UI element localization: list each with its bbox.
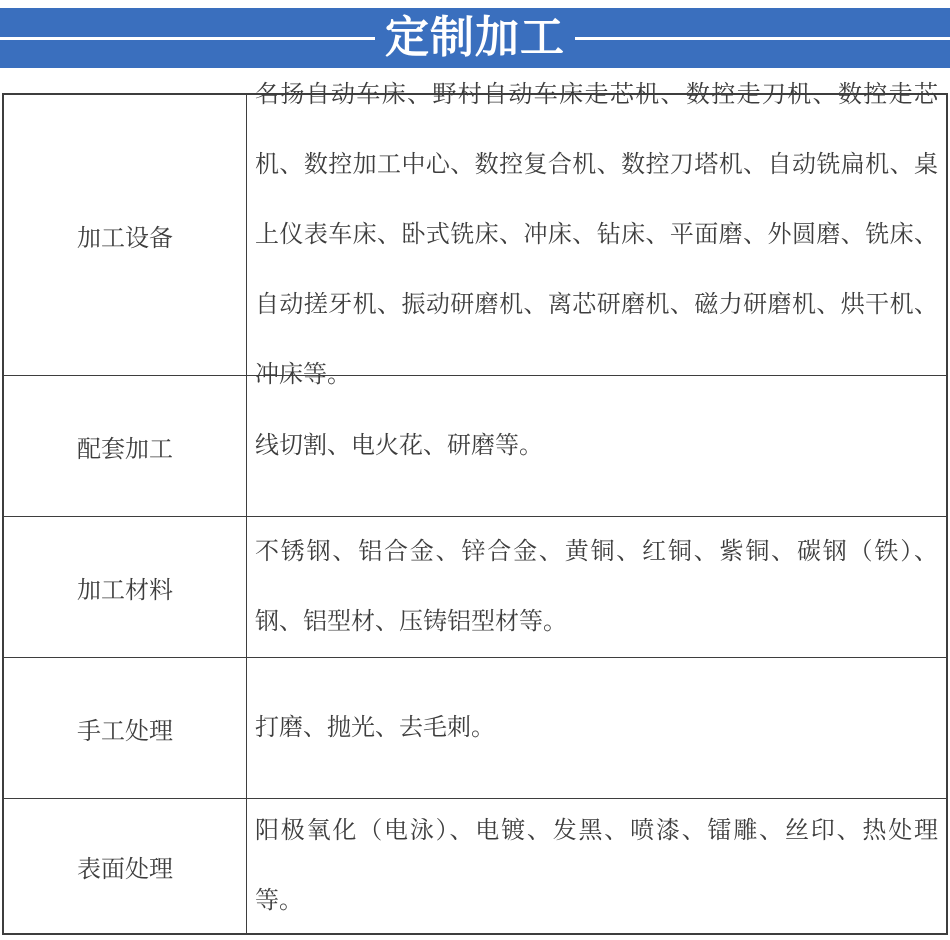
page-title: 定制加工 <box>385 13 565 62</box>
row-label: 表面处理 <box>4 799 247 933</box>
row-label: 手工处理 <box>4 658 247 798</box>
spec-table <box>2 81 948 935</box>
table-row-processing-materials <box>4 516 946 657</box>
table-row-manual-processing <box>4 657 946 798</box>
title-rule-left <box>0 37 375 40</box>
title-rule-right <box>575 37 950 40</box>
row-content-cell <box>247 658 946 798</box>
row-content: 名扬自动车床、野村自动车床走芯机、数控走刀机、数控走芯机、数控加工中心、数控复合机、数控刀塔机、自动铣扁机、桌上仪表车床、卧式铣床、冲床、钻床、平面磨、外圆磨、铣床、自动搓牙机、振动研磨机、离芯研磨机、磁力研磨机、烘干机、冲床等。 <box>255 81 938 388</box>
table-row-supporting-processing <box>4 375 946 516</box>
row-label: 加工材料 <box>4 517 247 657</box>
row-content: 阳极氧化（电泳）、电镀、发黑、喷漆、镭雕、丝印、热处理等。 <box>255 817 938 914</box>
row-content-cell <box>247 376 946 516</box>
row-content-cell <box>247 517 946 657</box>
row-content: 不锈钢、铝合金、锌合金、黄铜、红铜、紫铜、碳钢（铁）、钢、铝型材、压铸铝型材等。 <box>255 538 938 635</box>
row-label: 加工设备 <box>4 95 247 375</box>
row-label: 配套加工 <box>4 376 247 516</box>
row-content: 打磨、抛光、去毛刺。 <box>255 714 495 741</box>
header-banner <box>0 8 950 68</box>
table-row-processing-equipment <box>4 81 946 388</box>
row-content-cell <box>247 799 946 933</box>
table-row-surface-treatment <box>4 798 946 933</box>
row-content-cell <box>247 81 946 388</box>
row-content: 线切割、电火花、研磨等。 <box>255 432 543 459</box>
